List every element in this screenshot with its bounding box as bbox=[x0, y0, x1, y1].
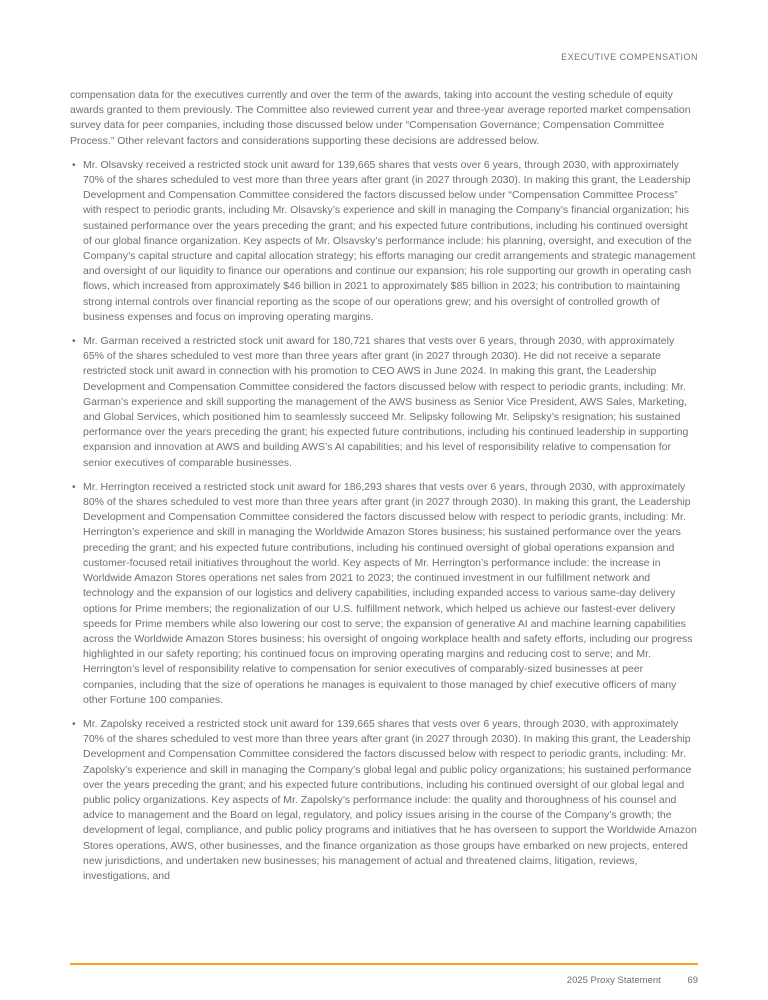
page-content bbox=[70, 88, 698, 884]
bullet-item-olsavsky bbox=[70, 158, 698, 325]
bullet-text: Mr. Olsavsky received a restricted stock unit award for 139,665 shares that vests over 6 years, through 2030, with approximately 70% of the shares scheduled to vest more than three years after grant (in 2027 through 2030). In making this grant, the Leadership Development and Compensation Committee considered the factors discussed below under “Compensation Committee Process” with respect to periodic grants, including Mr. Olsavsky’s experience and skill in managing the Company’s financial organization; his sustained performance over the years preceding the grant; and his expected future contributions, including his continued oversight of our global finance organization. Key aspects of Mr. Olsavsky’s performance include: his planning, oversight, and execution of the Company’s capital structure and capital allocation strategy; his efforts managing our credit arrangements and strategic management and oversight of our liquidity to finance our operations and continue our expansion; his role supporting our growth in operating cash flows, which increased from approximately $46 billion in 2021 to approximately $85 billion in 2023; his contribution to maintaining strong internal controls over financial reporting as the scope of our operations grew; and his oversight of controlled growth of business expenses and focus on improving operating margins. bbox=[83, 158, 696, 323]
page-footer bbox=[70, 975, 698, 986]
footer-page-number: 69 bbox=[687, 975, 698, 986]
bullet-marker: • bbox=[72, 158, 76, 171]
bullet-item-herrington bbox=[70, 480, 698, 708]
bullet-text: Mr. Garman received a restricted stock unit award for 180,721 shares that vests over 6 years, through 2030, with approximately 65% of the shares scheduled to vest more than three years after grant (in 2027 through 2030). He did not receive a separate restricted stock unit award in connection with his promotion to CEO AWS in June 2024. In making this grant, the Leadership Development and Compensation Committee considered the factors discussed below with respect to periodic grants, including: Mr. Garman’s experience and skill supporting the management of the AWS business as Senior Vice President, AWS Sales, Marketing, and Global Services, which positioned him to seamlessly succeed Mr. Selipsky following Mr. Selipsky’s resignation; his sustained performance over the years preceding the grant; his expected future contributions, including his continued leadership in supporting expansion and innovation at AWS and building AWS’s AI capabilities; and his level of responsibility relative to compensation for senior executives of comparable businesses. bbox=[83, 335, 689, 469]
bullet-marker: • bbox=[72, 335, 76, 348]
bullet-marker: • bbox=[72, 480, 76, 493]
footer-rule bbox=[70, 963, 698, 965]
bullet-text: Mr. Herrington received a restricted stock unit award for 186,293 shares that vests over 6 years, through 2030, with approximately 80% of the shares scheduled to vest more than three years after grant (in 2027 through 2030). In making this grant, the Leadership Development and Compensation Committee considered the factors discussed below with respect to periodic grants, including: Mr. Herrington’s experience and skill in managing the Worldwide Amazon Stores business; his sustained performance over the years preceding the grant; and his expected future contributions, including his continued oversight of global operations expansion and customer-focused retail initiatives throughout the world. Key aspects of Mr. Herrington’s performance include: the increase in Worldwide Amazon Stores operations net sales from 2021 to 2023; the continued investment in our fulfillment network and technology and the expansion of our logistics and delivery capabilities, including expanded access to various same-day delivery options for Prime members; the regionalization of our U.S. fulfillment network, which helped us achieve our fastest-ever delivery speeds for Prime members while also lowering our cost to serve; the expansion of generative AI and machine learning capabilities across the Worldwide Amazon Stores business; his oversight of ongoing workplace health and safety efforts, including our progress highlighted in our safety reporting; his continued focus on improving operating margins and reducing cost to serve; and Mr. Herrington’s level of responsibility relative to compensation for senior executives of comparably-sized businesses at peer companies, including that the size of operations he manages is equivalent to those managed by chief executive officers of many other Fortune 100 companies. bbox=[83, 480, 693, 706]
bullet-list bbox=[70, 158, 698, 884]
bullet-marker: • bbox=[72, 717, 76, 730]
bullet-item-zapolsky bbox=[70, 717, 698, 884]
section-title: EXECUTIVE COMPENSATION bbox=[561, 52, 698, 62]
bullet-item-garman bbox=[70, 334, 698, 471]
bullet-text: Mr. Zapolsky received a restricted stock unit award for 139,665 shares that vests over 6 years, through 2030, with approximately 70% of the shares scheduled to vest more than three years after grant (in 2027 through 2030). In making this grant, the Leadership Development and Compensation Committee considered the factors discussed below with respect to periodic grants, including: Mr. Zapolsky’s experience and skill in managing the Company’s global legal and public policy organizations; his sustained performance over the years preceding the grant; and his expected future contributions, including his continued oversight of our global legal and public policy organizations. Key aspects of Mr. Zapolsky’s performance include: the quality and thoroughness of his counsel and advice to management and the Board on legal, regulatory, and policy issues arising in the course of the Company’s growth; the development of legal, compliance, and public policy programs and initiatives that he has overseen to support the Worldwide Amazon Stores operations, AWS, other businesses, and the finance organization as those groups have embarked on new projects, entered new jurisdictions, and undertaken new businesses; his management of actual and threatened claims, litigation, reviews, investigations, and bbox=[83, 717, 697, 882]
intro-paragraph: compensation data for the executives currently and over the term of the awards, taking into account the vesting schedule of equity awards granted to them previously. The Committee also reviewed current year and three-year average reported market compensation survey data for peer companies, including those discussed below under “Compensation Governance; Compensation Committee Process.” Other relevant factors and considerations supporting these decisions are addressed below. bbox=[70, 89, 691, 147]
page-header bbox=[70, 52, 698, 62]
footer-label: 2025 Proxy Statement bbox=[566, 975, 661, 986]
